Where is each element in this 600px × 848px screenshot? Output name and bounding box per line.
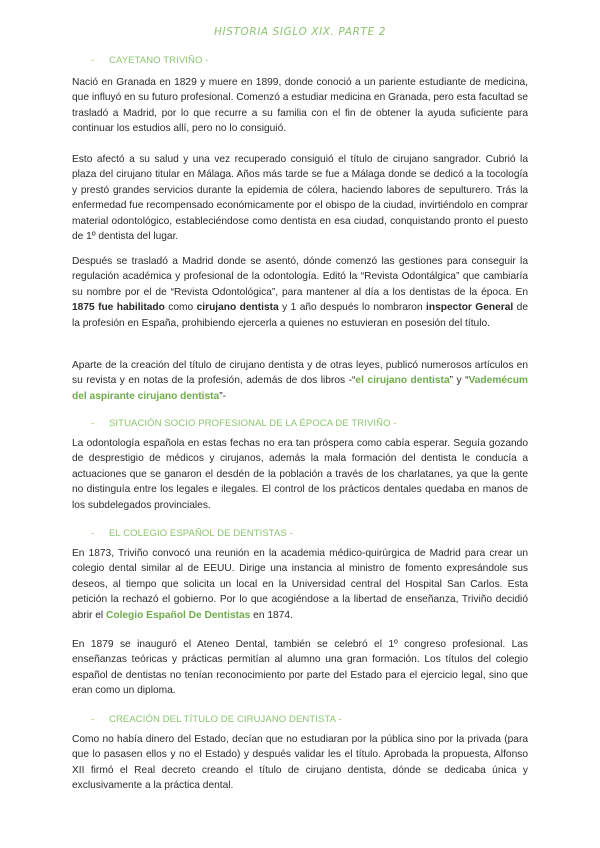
paragraph-colegio-1873	[72, 546, 528, 623]
book-title-highlight: el cirujano dentista	[355, 375, 450, 387]
bold-run: 1875 fue habilitado	[72, 302, 165, 314]
paragraph-publications	[72, 358, 528, 404]
text-run: como	[164, 302, 197, 314]
heading-dash: -	[91, 418, 95, 429]
heading-text: EL COLEGIO ESPAÑOL DE DENTISTAS -	[109, 528, 293, 539]
heading-text: CREACIÓN DEL TÍTULO DE CIRUJANO DENTISTA -	[109, 714, 342, 725]
section-heading-titulo	[91, 714, 342, 725]
bold-run: cirujano dentista	[196, 302, 279, 314]
paragraph-madrid	[72, 254, 528, 331]
text-run: Después se trasladó a Madrid donde se asentó, dónde comenzó las gestiones para conseguir la regulación académica y profesional de la odontología. Editó la “Revista Odontálgica” que cambiaría su nombre por el de “Revista Odontológica”, para mantener al día a los dentistas de la época. En	[72, 256, 528, 298]
paragraph-ateneo: En 1879 se inauguró el Ateneo Dental, también se celebró el 1º congreso profesional. Las enseñanzas teóricas y prácticas permitían al alumno una gran formación. Los títulos del colegio español de dentistas no tenían reconocimiento por parte del Estado para el ejercicio legal, sino que eran como un diploma.	[72, 639, 528, 697]
text-run: en 1874.	[250, 609, 293, 621]
heading-dash: -	[91, 528, 95, 539]
bold-run: inspector General	[426, 302, 514, 314]
section-heading-socio-profesional	[91, 418, 397, 429]
heading-dash: -	[91, 55, 95, 66]
paragraph-malaga: Esto afectó a su salud y una vez recuperado consiguió el título de cirujano sangrador. Cubrió la plaza del cirujano titular en Málaga. Años más tarde se fue a Málaga donde se dedicó a la tocología y prestó grandes servicios durante la epidemia de cólera, haciendo labores de sepulturero. Trás la enfermedad fue recompensado económicamente por el obispo de la ciudad, invirtiéndolo en comprar material odontológico, estableciéndose como dentista en esa ciudad, conquistando pronto el puesto de 1º dentista del lugar.	[72, 154, 528, 243]
paragraph-titulo: Como no había dinero del Estado, decían que no estudiaran por la pública sino por la privada (para que lo pasasen ellos y no el Estado) y después validar les el título. Aprobada la propuesta, Alfonso XII firmó el Real decreto creando el título de cirujano dentista, dónde se dedicaba única y exclusivamente a la práctica dental.	[72, 734, 528, 792]
text-run: ”-	[219, 390, 226, 402]
text-run: de la profesión en España, prohibiendo ejercerla a quienes no estuvieran en posesión del título.	[72, 302, 528, 329]
heading-text: CAYETANO TRIVIÑO -	[109, 55, 209, 66]
text-run: En 1873, Triviño convocó una reunión en la academia médico-quirúrgica de Madrid para crear un colegio dental similar al de EEUU. Dirige una instancia al ministro de fomento expresándole sus deseos, al tiempo que solicita un local en la Universidad central del Hospital San Carlos. Esta petición la rechazó el gobierno. Por lo que acogiéndose a la libertad de enseñanza, Triviño decidió abrir el	[72, 548, 528, 621]
heading-dash: -	[91, 714, 95, 725]
heading-text: SITUACIÓN SOCIO PROFESIONAL DE LA ÉPOCA DE TRIVIÑO -	[109, 418, 397, 429]
text-run: ” y “	[449, 375, 469, 387]
text-run: Aparte de la creación del título de cirujano dentista y de otras leyes, publicó numerosos artículos en su revista y en notas de la profesión, además de dos libros -“	[72, 360, 528, 387]
paragraph-birth: Nació en Granada en 1829 y muere en 1899, donde conoció a un pariente estudiante de medicina, que influyó en su futuro profesional. Comenzó a estudiar medicina en Granada, pero esta facultad se trasladó a Madrid, por lo que recurre a su familia con el fin de obtener la ayuda suficiente para continuar los estudios allí, pero no lo consiguió.	[72, 77, 528, 135]
section-heading-cayetano-trivino	[91, 55, 208, 66]
paragraph-situacion: La odontología española en estas fechas no era tan próspera como cabía esperar. Seguía gozando de desprestigio de médicos y cirujanos, además la mala formación del dentista le conducía a actuaciones que se ganaron el desdén de la población a través de los charlatanes, ya que la gente no distinguía entre los legales e ilegales. El control de los prácticos dentales quedaba en manos de los subdelegados provinciales.	[72, 438, 528, 511]
section-heading-colegio	[91, 528, 293, 539]
book-title-highlight: Vademécum del aspirante cirujano dentista	[72, 375, 528, 402]
document-title: HISTORIA SIGLO XIX. PARTE 2	[214, 26, 386, 38]
colegio-highlight: Colegio Español De Dentistas	[105, 609, 251, 621]
text-run: y 1 año después lo nombraron	[278, 302, 427, 314]
